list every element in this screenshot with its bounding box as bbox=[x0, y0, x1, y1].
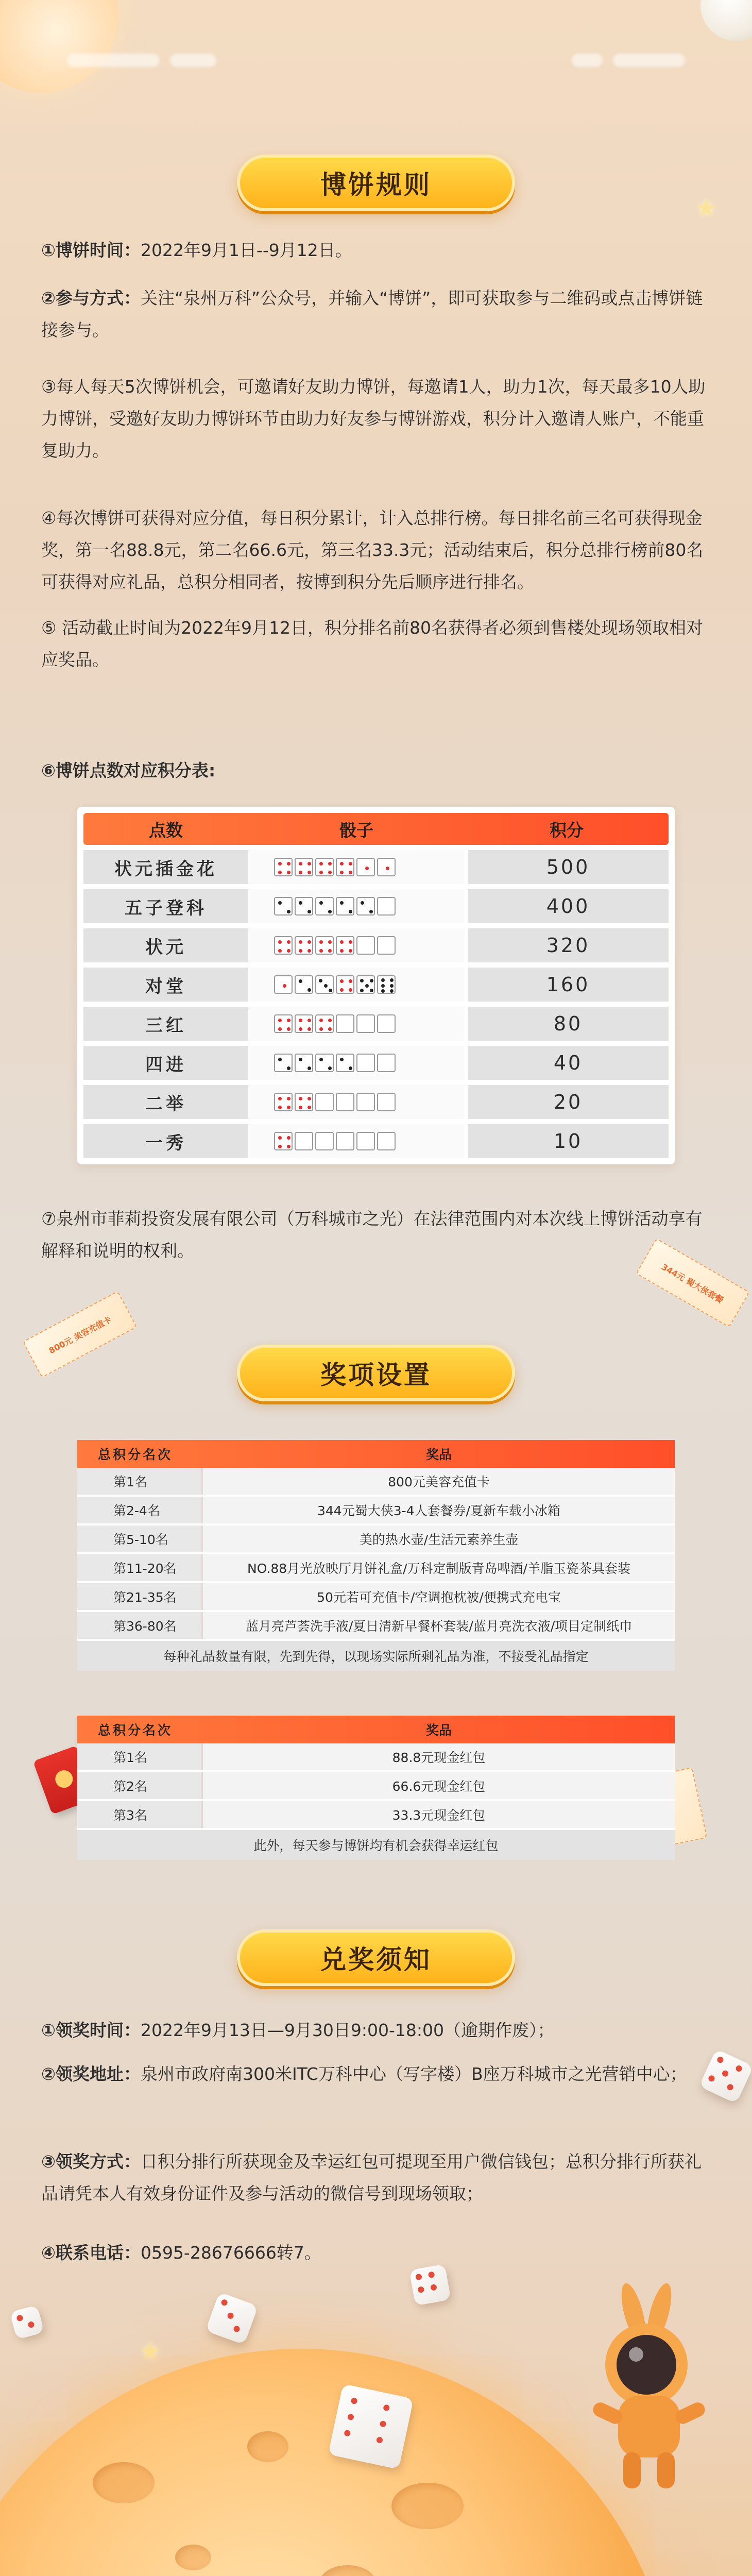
rule-item-4: ④每次博饼可获得对应分值，每日积分累计，计入总排行榜。每日排名前三名可获得现金奖，第一名88.8元，第二名66.6元，第三名33.3元；活动结束后，积分总排行榜前80名可获得对应礼品，总积分相同者，按博到积分先后顺序进行排名。 bbox=[41, 508, 704, 592]
blank-die-icon bbox=[377, 936, 396, 955]
prize-row bbox=[77, 1468, 675, 1497]
score-row-dice bbox=[248, 850, 465, 884]
die-face-6-icon bbox=[377, 975, 396, 994]
score-row-name: 状元插金花 bbox=[83, 850, 248, 884]
blank-die-icon bbox=[377, 1054, 396, 1072]
redeem-item-4: ④联系电话：0595-28676666转7。 bbox=[41, 2243, 321, 2263]
prize-item: 50元若可充值卡/空调抱枕被/便携式充电宝 bbox=[203, 1583, 675, 1610]
prize-row bbox=[77, 1497, 675, 1526]
prize-rank: 第11-20名 bbox=[77, 1554, 201, 1581]
rules-footer: ⑦泉州市菲莉投资发展有限公司（万科城市之光）在法律范围内对本次线上博饼活动享有解释和说明的权利。 bbox=[41, 1209, 703, 1261]
prize-row bbox=[77, 1801, 675, 1830]
die-face-1-icon bbox=[274, 975, 293, 994]
prize-item: 33.3元现金红包 bbox=[203, 1801, 675, 1828]
die-face-2-icon bbox=[315, 1054, 334, 1072]
rules-title: 博饼规则 bbox=[237, 155, 515, 211]
die-face-4-icon bbox=[274, 858, 293, 876]
score-row-value: 80 bbox=[468, 1007, 669, 1041]
die-face-4-icon bbox=[295, 858, 313, 876]
die-face-2-icon bbox=[274, 1054, 293, 1072]
die-face-4-icon bbox=[274, 1093, 293, 1111]
prize-row bbox=[77, 1583, 675, 1612]
header-prize: 奖品 bbox=[425, 1723, 452, 1738]
score-row-dice bbox=[248, 1085, 465, 1119]
blank-die-icon bbox=[356, 1014, 375, 1033]
die-face-3-icon bbox=[315, 975, 334, 994]
blank-die-icon bbox=[356, 1093, 375, 1111]
prize-rank: 第36-80名 bbox=[77, 1612, 201, 1639]
die-face-4-icon bbox=[315, 858, 334, 876]
dice-decoration bbox=[206, 2292, 259, 2345]
redeem-item-3: ③领奖方式：日积分排行所获现金及幸运红包可提现至用户微信钱包；总积分排行所获礼品请凭本人有效身份证件及参与活动的微信号到现场领取； bbox=[41, 2151, 702, 2204]
score-row-value: 160 bbox=[468, 968, 669, 1002]
score-row-dice bbox=[248, 889, 465, 923]
blank-die-icon bbox=[315, 1093, 334, 1111]
blank-die-icon bbox=[377, 1132, 396, 1150]
prize-table-cash bbox=[77, 1716, 675, 1860]
rule-item-3: ③每人每天5次博饼机会，可邀请好友助力博饼，每邀请1人，助力1次，每天最多10人助力博饼，受邀好友助力博饼环节由助力好友参与博饼游戏，积分计入邀请人账户，不能重复助力。 bbox=[41, 377, 706, 461]
score-row-value: 10 bbox=[468, 1124, 669, 1158]
die-face-4-icon bbox=[274, 1014, 293, 1033]
coupon-decoration: 800元 美容充值卡 bbox=[23, 1291, 138, 1378]
die-face-4-icon bbox=[336, 975, 354, 994]
die-face-2-icon bbox=[356, 897, 375, 916]
dice-decoration bbox=[10, 2305, 44, 2340]
score-row bbox=[83, 1085, 669, 1119]
rule-item-2: ②参与方式：关注“泉州万科”公众号，并输入“博饼”，即可获取参与二维码或点击博饼链接参与。 bbox=[41, 288, 703, 340]
die-face-2-icon bbox=[315, 897, 334, 916]
prize-row bbox=[77, 1743, 675, 1772]
header-score: 积分 bbox=[550, 820, 584, 840]
blank-die-icon bbox=[336, 1014, 354, 1033]
score-table bbox=[77, 807, 675, 1164]
die-face-2-icon bbox=[295, 975, 313, 994]
header-dice: 骰子 bbox=[339, 820, 373, 840]
header-prize: 奖品 bbox=[425, 1447, 452, 1462]
score-row-dice bbox=[248, 1007, 465, 1041]
dice-decoration bbox=[699, 2049, 752, 2104]
die-face-4-icon bbox=[295, 1093, 313, 1111]
die-face-2-icon bbox=[336, 897, 354, 916]
blank-die-icon bbox=[356, 1054, 375, 1072]
score-row-name: 四进 bbox=[83, 1046, 248, 1080]
score-row-value: 320 bbox=[468, 928, 669, 962]
prize-rank: 第21-35名 bbox=[77, 1583, 201, 1610]
prize-note: 每种礼品数量有限，先到先得，以现场实际所剩礼品为准，不接受礼品指定 bbox=[77, 1641, 675, 1671]
prize-table-header bbox=[77, 1716, 675, 1743]
score-row-dice bbox=[248, 1046, 465, 1080]
blank-die-icon bbox=[356, 1132, 375, 1150]
die-face-4-icon bbox=[315, 1014, 334, 1033]
die-face-1-icon bbox=[377, 858, 396, 876]
prize-rank: 第2-4名 bbox=[77, 1497, 201, 1523]
prize-row bbox=[77, 1526, 675, 1554]
blank-die-icon bbox=[295, 1132, 313, 1150]
redeem-item-1: ①领奖时间：2022年9月13日—9月30日9:00-18:00（逾期作废）； bbox=[41, 2020, 555, 2040]
score-row-name: 对堂 bbox=[83, 968, 248, 1002]
score-row bbox=[83, 928, 669, 962]
rule-item-1: ①博饼时间：2022年9月1日--9月12日。 bbox=[41, 240, 352, 260]
header-rank: 总积分名次 bbox=[98, 1447, 173, 1462]
prize-note: 此外，每天参与博饼均有机会获得幸运红包 bbox=[77, 1830, 675, 1860]
die-face-2-icon bbox=[295, 1054, 313, 1072]
prize-item: 800元美容充值卡 bbox=[203, 1468, 675, 1495]
score-row-dice bbox=[248, 1124, 465, 1158]
prize-rank: 第5-10名 bbox=[77, 1526, 201, 1552]
blank-die-icon bbox=[336, 1132, 354, 1150]
score-row bbox=[83, 1124, 669, 1158]
score-row bbox=[83, 1046, 669, 1080]
score-row-dice bbox=[248, 968, 465, 1002]
die-face-2-icon bbox=[336, 1054, 354, 1072]
redeem-title: 兑奖须知 bbox=[237, 1929, 515, 1986]
prizes-title: 奖项设置 bbox=[237, 1345, 515, 1401]
die-face-4-icon bbox=[295, 936, 313, 955]
score-row bbox=[83, 1007, 669, 1041]
coupon-decoration: 344元 蜀大侠套餐 bbox=[636, 1238, 750, 1328]
star-icon: ★ bbox=[139, 2337, 162, 2366]
prize-rank: 第1名 bbox=[77, 1743, 201, 1770]
header-rank: 总积分名次 bbox=[98, 1723, 173, 1738]
score-row bbox=[83, 850, 669, 884]
prize-item: 344元蜀大侠3-4人套餐券/夏新车载小冰箱 bbox=[203, 1497, 675, 1523]
score-row-name: 状元 bbox=[83, 928, 248, 962]
dice-decoration bbox=[328, 2384, 414, 2469]
blank-die-icon bbox=[356, 936, 375, 955]
header-points: 点数 bbox=[149, 820, 183, 840]
prize-row bbox=[77, 1772, 675, 1801]
prize-rank: 第1名 bbox=[77, 1468, 201, 1495]
blank-die-icon bbox=[377, 1014, 396, 1033]
rule-item-6: ⑥博饼点数对应积分表: bbox=[41, 760, 216, 781]
score-row-dice bbox=[248, 928, 465, 962]
rule-item-5: ⑤ 活动截止时间为2022年9月12日，积分排名前80名获得者必须到售楼处现场领取相对应奖品。 bbox=[41, 618, 704, 670]
moon-decoration-small bbox=[700, 0, 752, 41]
score-table-header bbox=[83, 813, 669, 845]
die-face-4-icon bbox=[336, 936, 354, 955]
die-face-4-icon bbox=[274, 1132, 293, 1150]
die-face-4-icon bbox=[274, 936, 293, 955]
blurred-header bbox=[46, 45, 706, 76]
blank-die-icon bbox=[315, 1132, 334, 1150]
score-row-value: 400 bbox=[468, 889, 669, 923]
prize-rank: 第2名 bbox=[77, 1772, 201, 1799]
score-row-value: 500 bbox=[468, 850, 669, 884]
die-face-2-icon bbox=[295, 897, 313, 916]
prize-item: NO.88月光放映厅月饼礼盒/万科定制版青岛啤酒/羊脂玉瓷茶具套装 bbox=[203, 1554, 675, 1581]
die-face-2-icon bbox=[274, 897, 293, 916]
score-row-value: 40 bbox=[468, 1046, 669, 1080]
prize-item: 88.8元现金红包 bbox=[203, 1743, 675, 1770]
prize-item: 66.6元现金红包 bbox=[203, 1772, 675, 1799]
prize-item: 蓝月亮芦荟洗手液/夏日清新早餐杯套装/蓝月亮洗衣液/项目定制纸巾 bbox=[203, 1612, 675, 1639]
score-row-name: 一秀 bbox=[83, 1124, 248, 1158]
die-face-4-icon bbox=[336, 858, 354, 876]
prize-table-header bbox=[77, 1440, 675, 1468]
blank-die-icon bbox=[377, 897, 396, 916]
blank-die-icon bbox=[377, 1093, 396, 1111]
prize-rank: 第3名 bbox=[77, 1801, 201, 1828]
die-face-1-icon bbox=[356, 858, 375, 876]
die-face-4-icon bbox=[315, 936, 334, 955]
blank-die-icon bbox=[336, 1093, 354, 1111]
prize-table-ranking bbox=[77, 1440, 675, 1671]
die-face-4-icon bbox=[295, 1014, 313, 1033]
prize-row bbox=[77, 1554, 675, 1583]
dice-decoration bbox=[409, 2264, 451, 2306]
star-icon: ★ bbox=[695, 194, 718, 223]
score-row-name: 五子登科 bbox=[83, 889, 248, 923]
redeem-item-2: ②领奖地址：泉州市政府南300米ITC万科中心（写字楼）B座万科城市之光营销中心； bbox=[41, 2064, 687, 2084]
score-row-value: 20 bbox=[468, 1085, 669, 1119]
score-row-name: 三红 bbox=[83, 1007, 248, 1041]
score-row-name: 二举 bbox=[83, 1085, 248, 1119]
prize-item: 美的热水壶/生活元素养生壶 bbox=[203, 1526, 675, 1552]
score-row bbox=[83, 968, 669, 1002]
die-face-5-icon bbox=[356, 975, 375, 994]
score-row bbox=[83, 889, 669, 923]
prize-row bbox=[77, 1612, 675, 1641]
astronaut-rabbit-illustration bbox=[556, 2277, 721, 2499]
